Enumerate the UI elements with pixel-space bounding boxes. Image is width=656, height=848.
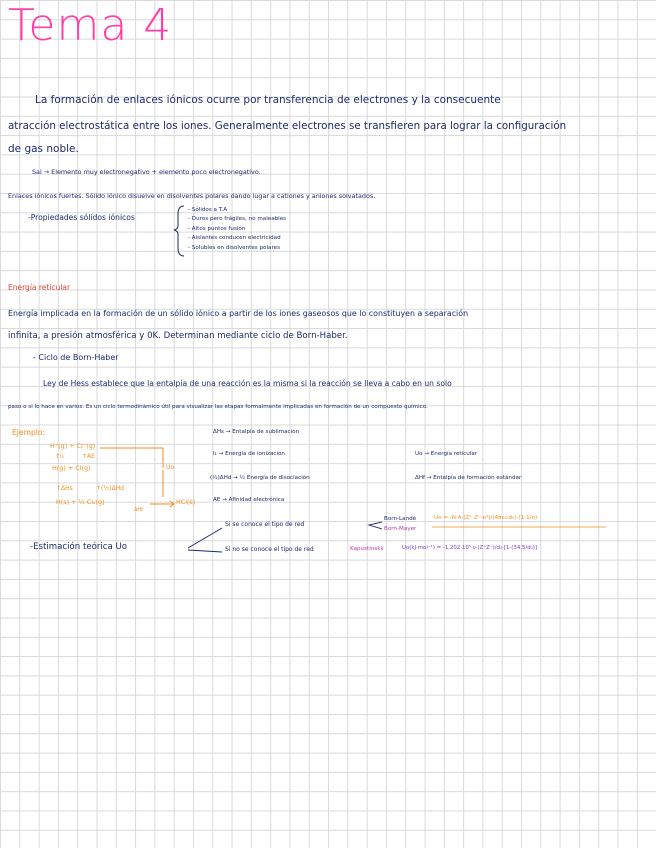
born-lande-formula: Uo = -N·A·(Z⁺·Z⁻·e²)/(4πε₀·d₀)·(1-1/n) xyxy=(434,515,538,521)
born-lande-label: Born-Landé xyxy=(384,516,417,522)
kapustinskii-label: Kapustinskii xyxy=(350,546,384,552)
energia-heading: Energía reticular xyxy=(8,283,71,292)
page-title: Tema 4 xyxy=(8,0,173,51)
ciclo-line-1: Ley de Hess establece que la entalpía de una reacción es la misma si la reacción se lleva a cabo en un solo xyxy=(43,379,452,388)
propiedades-label: -Propiedades sólidos iónicos xyxy=(28,213,135,222)
energia-line-2: infinita, a presión atmosférica y 0K. Determinan mediante ciclo de Born-Haber. xyxy=(8,331,348,341)
born-mayer-label: Born-Mayer xyxy=(384,526,417,532)
legend-hs: ΔHs → Entalpía de sublimación xyxy=(213,429,300,435)
intro-line-2: atracción electrostática entre los iones. Generalmente electrones se transfieren para lograr la configuración xyxy=(8,120,567,132)
energia-line-1: Energía implicada en la formación de un sólido iónico a partir de los iones gaseosos que lo constituyen a separación xyxy=(8,309,469,318)
ejemplo-arrow-label: ΔHf xyxy=(134,507,143,513)
propiedades-list xyxy=(188,206,286,253)
ejemplo-row-2b: ↑AE xyxy=(82,453,95,460)
intro-line-1: La formación de enlaces iónicos ocurre por transferencia de electrones y la consecuente xyxy=(35,94,501,106)
ejemplo-row-4a: ↑ΔHs xyxy=(56,485,73,492)
legend-hf: ΔHf → Entalpía de formación estándar xyxy=(415,475,522,481)
ejemplo-row-5: H(s) + ½ Cl₂(g) xyxy=(56,498,105,506)
estimacion-branch-2: Si no se conoce el tipo de red xyxy=(225,546,314,553)
ejemplo-product: HCl(s) xyxy=(176,498,196,506)
ejemplo-row-3: H(g) + Cl(g) xyxy=(52,464,91,472)
propiedades-item: - Aislantes conducen electricidad xyxy=(188,235,281,242)
kapustinskii-formula: Uo(kJ·mol⁻¹) = -1,202·10⁵·ν·(Z⁺Z⁻)/d₀·[1-(34,5/d₀)] xyxy=(402,545,538,551)
ejemplo-row-4b: ↑(½)ΔHd xyxy=(96,485,124,492)
estimacion-label: -Estimación teórica Uo xyxy=(30,542,128,552)
propiedades-item: - Duros pero frágiles, no maleables xyxy=(188,216,287,223)
estimacion-branch-1: Si se conoce el tipo de red xyxy=(225,521,305,528)
legend-ae: AE → Afinidad electrónica xyxy=(213,497,285,503)
propiedades-item: - Sólidos a T.A xyxy=(188,207,228,213)
propiedades-item: - Solubles en disolventes polares xyxy=(188,244,280,251)
propiedades-item: - Altos puntos fusión xyxy=(188,225,246,232)
legend-hd: (½)ΔHd → ½ Energía de disociación xyxy=(210,475,310,481)
intro-line-3: de gas noble. xyxy=(8,143,79,155)
legend-uo: Uo → Energía reticular xyxy=(415,451,478,457)
ciclo-label: - Ciclo de Born-Haber xyxy=(33,353,119,362)
ejemplo-label: Ejemplo: xyxy=(12,428,46,437)
enlaces-note: Enlaces iónicos fuertes. Sólido iónico disuelve en disolventes polares dando lugar a cationes y aniones solvatados. xyxy=(8,192,376,200)
ciclo-line-2: paso o si lo hace en varios. Es un ciclo termodinámico útil para visualizar las etapas formalmente implicadas en formación de un compuesto químico. xyxy=(8,404,428,410)
ejemplo-uo: Uo xyxy=(166,464,175,471)
ejemplo-row-2a: ↑I₁ xyxy=(55,453,65,460)
legend-i1: I₁ → Energía de ionización xyxy=(213,451,285,457)
sal-note: Sal → Elemento muy electronegativo + elemento poco electronegativo. xyxy=(32,168,261,176)
ejemplo-row-1: H⁺(g) + Cl⁻(g) xyxy=(50,442,96,450)
